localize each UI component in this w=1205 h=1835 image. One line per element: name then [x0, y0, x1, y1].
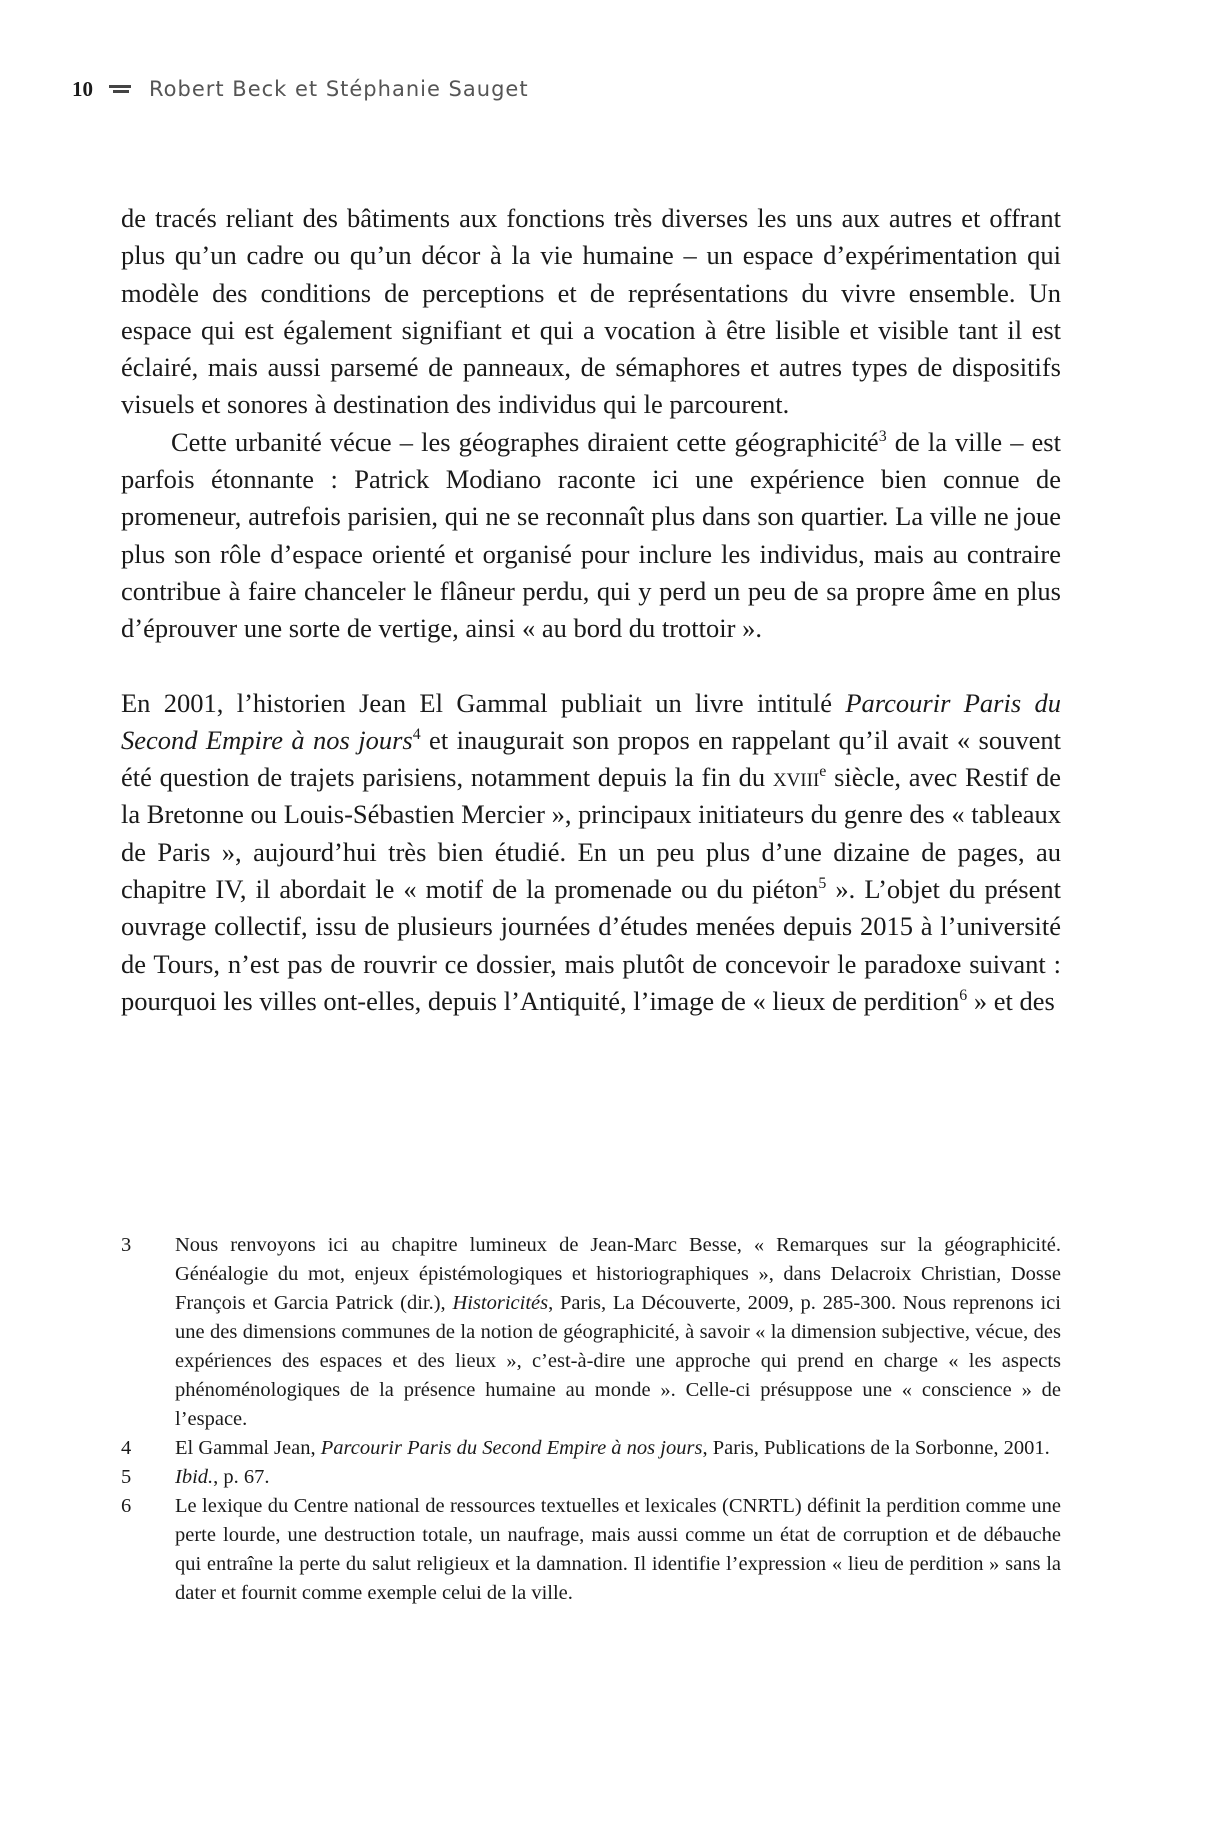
- footnote-text: [175, 1434, 1061, 1463]
- footnote-ref-4: 4: [412, 726, 421, 744]
- book-title-parcourir-paris: Parcourir Paris du Second Empire à nos jours: [121, 687, 1061, 755]
- footnote-text: [175, 1463, 1061, 1492]
- paragraph-2: [121, 424, 1061, 648]
- paragraph-3-part-d: ». L’objet du présent ouvrage collectif, issu de plusieurs journées d’études menées depuis 2015 à l’université de Tours, n’est pas de rouvrir ce dossier, mais plutôt de concevoir le paradoxe suivant : pourquoi les villes ont-elles, depuis l’Antiquité, l’image de « lieux de perdition: [121, 874, 1061, 1016]
- footnote-6: [121, 1492, 1061, 1608]
- footnote-text: Le lexique du Centre national de ressources textuelles et lexicales (CNRTL) définit la perdition comme une perte lourde, une destruction totale, un naufrage, mais aussi comme un état de corruption et de débauche qui entraîne la perte du salut religieux et la damnation. Il identifie l’expression « lieu de perdition » sans la dater et fournit comme exemple celui de la ville.: [175, 1495, 1061, 1604]
- footnote-4-part-b: , Paris, Publications de la Sorbonne, 2001.: [702, 1437, 1050, 1459]
- footnote-text: [175, 1231, 1061, 1434]
- main-text: [121, 200, 1061, 1020]
- paragraph-2-part-a: Cette urbanité vécue – les géographes diraient cette géographicité: [171, 426, 879, 457]
- footnotes: [121, 1231, 1061, 1608]
- century-suffix: e: [819, 763, 827, 781]
- paragraph-2-part-b: de la ville – est parfois étonnante : Patrick Modiano raconte ici une expérience bien connue de promeneur, autrefois parisien, qui ne se reconnaît plus dans son quartier. La ville ne joue plus son rôle d’espace orienté et organisé pour inclure les individus, mais au contraire contribue à faire chanceler le flâneur perdu, qui y perd un peu de sa propre âme en plus d’éprouver une sorte de vertige, ainsi « au bord du trottoir ».: [121, 426, 1061, 644]
- page-number: 10: [72, 76, 93, 101]
- paragraph-3-part-a: En 2001, l’historien Jean El Gammal publiait un livre intitulé: [121, 687, 846, 718]
- running-head-authors: Robert Beck et Stéphanie Sauget: [149, 77, 529, 101]
- footnote-3-title: Historicités: [452, 1292, 549, 1314]
- paragraph-3: [121, 685, 1061, 1021]
- footnote-3: [121, 1231, 1061, 1434]
- footnote-5-part-b: , p. 67.: [213, 1466, 270, 1488]
- running-head: [72, 74, 529, 104]
- footnote-3-part-b: , Paris, La Découverte, 2009, p. 285-300. Nous reprenons ici une des dimensions communes de la notion de géographicité, à savoir « la dimension subjective, vécue, des expériences des espaces et des lieux », c’est-à-dire une approche qui prend en charge « les aspects phénoménologiques de la présence humaine au monde ». Celle-ci présuppose une « conscience » de l’espace.: [175, 1292, 1061, 1430]
- paragraph-1: de tracés reliant des bâtiments aux fonctions très diverses les uns aux autres et offrant plus qu’un cadre ou qu’un décor à la vie humaine – un espace d’expérimentation qui modèle des conditions de perceptions et de représentations du vivre ensemble. Un espace qui est également signifiant et qui a vocation à être lisible et visible tant il est éclairé, mais aussi parsemé de panneaux, de sémaphores et autres types de dispositifs visuels et sonores à destination des individus qui le parcourent.: [121, 203, 1061, 420]
- footnote-ref-6: 6: [959, 987, 968, 1005]
- paragraph-3-part-c: siècle, avec Restif de la Bretonne ou Louis-Sébastien Mercier », principaux initiateurs du genre des « tableaux de Paris », aujourd’hui très bien étudié. En un peu plus d’une dizaine de pages, au chapitre IV, il abordait le « motif de la promenade ou du piéton: [121, 762, 1061, 905]
- footnote-number: 3: [121, 1234, 132, 1256]
- footnote-number: 6: [121, 1495, 132, 1517]
- paragraph-3-part-e: » et des: [967, 985, 1055, 1016]
- footnote-5: [121, 1463, 1061, 1492]
- footnote-number: 5: [121, 1466, 132, 1488]
- footnote-4: [121, 1434, 1061, 1463]
- paragraph-3-part-b: et inaugurait son propos en rappelant qu’il avait « souvent été question de trajets parisiens, notamment depuis la fin du: [121, 724, 1061, 793]
- footnote-ref-3: 3: [878, 427, 887, 445]
- footnote-5-ibid: Ibid.: [175, 1466, 214, 1488]
- dash-ornament-icon: [109, 84, 131, 94]
- footnote-3-part-a: Nous renvoyons ici au chapitre lumineux de Jean-Marc Besse, « Remarques sur la géographicité. Généalogie du mot, enjeux épistémologiques et historiographiques », dans Delacroix Christian, Dosse François et Garcia Patrick (dir.),: [175, 1234, 1061, 1314]
- footnote-ref-5: 5: [818, 875, 827, 893]
- century-numeral: xviii: [772, 762, 820, 793]
- footnote-4-title: Parcourir Paris du Second Empire à nos jours: [320, 1437, 703, 1459]
- footnote-4-part-a: El Gammal Jean,: [175, 1437, 321, 1459]
- footnote-number: 4: [121, 1437, 132, 1459]
